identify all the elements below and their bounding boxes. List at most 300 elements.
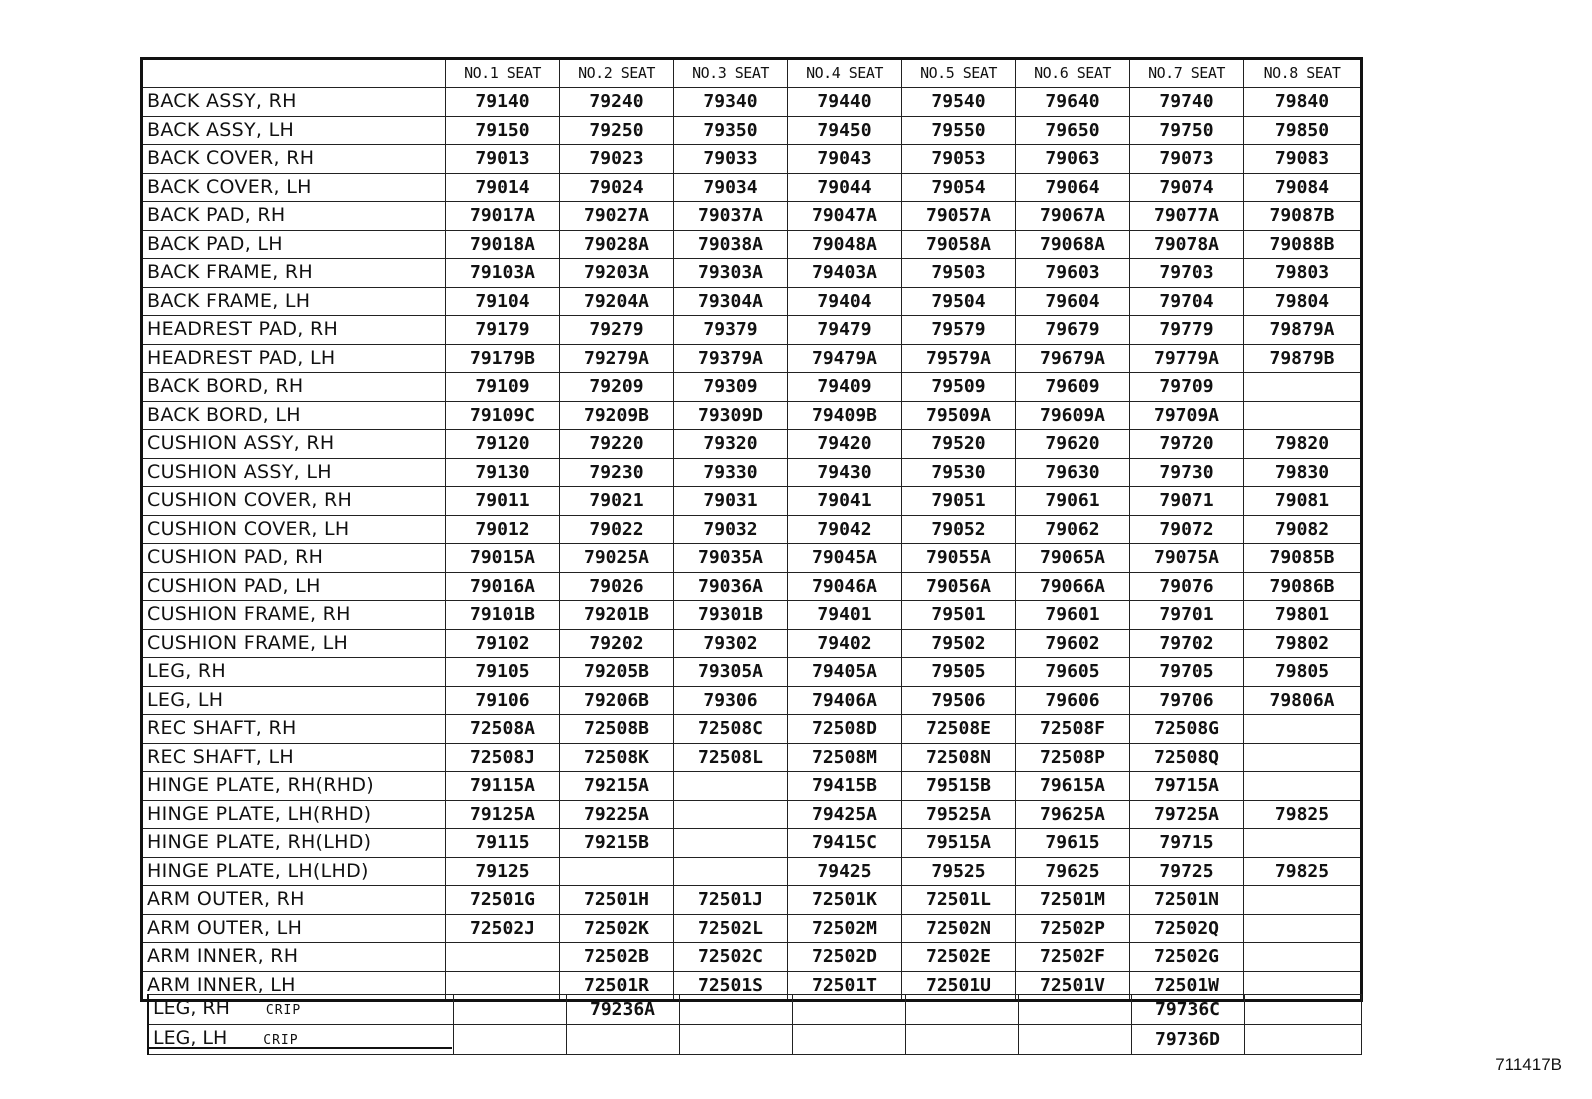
part-number: 79038A	[674, 230, 788, 259]
part-number: 79725	[1130, 857, 1244, 886]
part-number: 79102	[446, 629, 560, 658]
table-row	[142, 601, 1362, 630]
part-number: 79051	[902, 487, 1016, 516]
part-name: BACK ASSY, LH	[142, 116, 446, 145]
part-number: 79515B	[902, 772, 1016, 801]
part-name: CUSHION FRAME, LH	[142, 629, 446, 658]
part-number: 79501	[902, 601, 1016, 630]
part-number: 79109	[446, 373, 560, 402]
part-number: 79340	[674, 88, 788, 117]
table-row	[142, 686, 1362, 715]
table-row	[142, 373, 1362, 402]
part-name: BACK ASSY, RH	[142, 88, 446, 117]
part-number	[674, 829, 788, 858]
column-header: NO.5 SEAT	[902, 59, 1016, 88]
part-number: 79825	[1244, 800, 1362, 829]
part-name: HINGE PLATE, LH(RHD)	[142, 800, 446, 829]
part-number: 72502M	[788, 914, 902, 943]
part-number: 72502L	[674, 914, 788, 943]
part-number: 72501G	[446, 886, 560, 915]
header-corner	[142, 59, 446, 88]
part-number	[1244, 886, 1362, 915]
part-number: 72508A	[446, 715, 560, 744]
part-number: 72508M	[788, 743, 902, 772]
part-number: 79706	[1130, 686, 1244, 715]
part-number: 79730	[1130, 458, 1244, 487]
part-number: 79879A	[1244, 316, 1362, 345]
part-number: 72501S	[674, 971, 788, 1001]
part-number: 79043	[788, 145, 902, 174]
part-number: 79034	[674, 173, 788, 202]
part-number: 79084	[1244, 173, 1362, 202]
part-number: 79105	[446, 658, 560, 687]
table-row	[142, 116, 1362, 145]
grip-note: CRIP	[263, 1033, 299, 1048]
part-number: 79018A	[446, 230, 560, 259]
part-number: 79303A	[674, 259, 788, 288]
part-number: 79603	[1016, 259, 1130, 288]
grip-row	[148, 1025, 1361, 1055]
part-number: 79609	[1016, 373, 1130, 402]
part-number: 79027A	[560, 202, 674, 231]
part-number: 79201B	[560, 601, 674, 630]
part-number: 79879B	[1244, 344, 1362, 373]
part-number: 79058A	[902, 230, 1016, 259]
part-number: 72502E	[902, 943, 1016, 972]
part-number: 79036A	[674, 572, 788, 601]
table-row	[142, 857, 1362, 886]
part-name: BACK COVER, LH	[142, 173, 446, 202]
part-number: 79023	[560, 145, 674, 174]
part-number: 79205B	[560, 658, 674, 687]
part-number: 79054	[902, 173, 1016, 202]
part-number: 79805	[1244, 658, 1362, 687]
column-header: NO.3 SEAT	[674, 59, 788, 88]
column-header: NO.7 SEAT	[1130, 59, 1244, 88]
part-number: 72508B	[560, 715, 674, 744]
part-number: 79605	[1016, 658, 1130, 687]
part-name-cell	[148, 1025, 453, 1055]
part-number: 72502K	[560, 914, 674, 943]
part-number: 79736C	[1131, 995, 1244, 1025]
part-number	[1244, 943, 1362, 972]
grip-row	[148, 995, 1361, 1025]
part-name: BACK PAD, LH	[142, 230, 446, 259]
part-number: 79109C	[446, 401, 560, 430]
part-number	[1244, 401, 1362, 430]
part-number: 79625A	[1016, 800, 1130, 829]
part-number: 72501M	[1016, 886, 1130, 915]
part-number: 79061	[1016, 487, 1130, 516]
part-number: 79604	[1016, 287, 1130, 316]
part-number: 72501N	[1130, 886, 1244, 915]
part-name: BACK COVER, RH	[142, 145, 446, 174]
part-name: ARM INNER, RH	[142, 943, 446, 972]
table-row	[142, 88, 1362, 117]
part-number	[674, 800, 788, 829]
part-number: 72501U	[902, 971, 1016, 1001]
part-number: 79078A	[1130, 230, 1244, 259]
part-number: 72508Q	[1130, 743, 1244, 772]
part-number: 79802	[1244, 629, 1362, 658]
part-number: 79806A	[1244, 686, 1362, 715]
part-number: 79130	[446, 458, 560, 487]
part-number: 79104	[446, 287, 560, 316]
part-number: 79420	[788, 430, 902, 459]
part-name: CUSHION ASSY, RH	[142, 430, 446, 459]
part-name: LEG, RH	[153, 997, 230, 1019]
part-number: 72501W	[1130, 971, 1244, 1001]
part-number: 79125	[446, 857, 560, 886]
part-number: 79120	[446, 430, 560, 459]
grip-note: CRIP	[265, 1003, 302, 1018]
part-number: 79850	[1244, 116, 1362, 145]
part-number	[674, 772, 788, 801]
part-number: 79825	[1244, 857, 1362, 886]
part-number: 79057A	[902, 202, 1016, 231]
part-number: 79425A	[788, 800, 902, 829]
document-id: 711417B	[1495, 1055, 1562, 1074]
part-number: 79017A	[446, 202, 560, 231]
part-number: 79801	[1244, 601, 1362, 630]
part-number: 79579	[902, 316, 1016, 345]
table-row	[142, 202, 1362, 231]
parts-body	[142, 88, 1362, 1001]
part-number: 79082	[1244, 515, 1362, 544]
column-header: NO.1 SEAT	[446, 59, 560, 88]
part-number: 79402	[788, 629, 902, 658]
part-number: 79015A	[446, 544, 560, 573]
part-number: 79479A	[788, 344, 902, 373]
part-number: 79042	[788, 515, 902, 544]
part-number	[1244, 914, 1362, 943]
part-number: 79602	[1016, 629, 1130, 658]
table-row	[142, 487, 1362, 516]
part-number: 72501J	[674, 886, 788, 915]
part-number	[1018, 1025, 1131, 1055]
part-number: 72502D	[788, 943, 902, 972]
table-row	[142, 145, 1362, 174]
column-header: NO.8 SEAT	[1244, 59, 1362, 88]
part-name-cell	[148, 995, 453, 1025]
grip-table	[147, 994, 1362, 1055]
column-header: NO.4 SEAT	[788, 59, 902, 88]
part-number: 79046A	[788, 572, 902, 601]
part-number: 79309	[674, 373, 788, 402]
table-row	[142, 430, 1362, 459]
table-row	[142, 344, 1362, 373]
part-number: 72501R	[560, 971, 674, 1001]
part-number: 72501H	[560, 886, 674, 915]
part-number: 72502F	[1016, 943, 1130, 972]
part-number: 79550	[902, 116, 1016, 145]
part-number: 79022	[560, 515, 674, 544]
part-number: 79405A	[788, 658, 902, 687]
part-number: 79011	[446, 487, 560, 516]
part-number: 79044	[788, 173, 902, 202]
part-number: 79379	[674, 316, 788, 345]
part-number: 79409B	[788, 401, 902, 430]
part-number: 79350	[674, 116, 788, 145]
part-number: 79440	[788, 88, 902, 117]
table-row	[142, 287, 1362, 316]
part-number: 72502C	[674, 943, 788, 972]
table-row	[142, 772, 1362, 801]
part-number	[446, 943, 560, 972]
part-number: 72501T	[788, 971, 902, 1001]
part-number: 79302	[674, 629, 788, 658]
part-name: CUSHION COVER, LH	[142, 515, 446, 544]
part-number: 72508D	[788, 715, 902, 744]
part-number: 72501K	[788, 886, 902, 915]
part-number	[1244, 743, 1362, 772]
part-number: 79063	[1016, 145, 1130, 174]
part-number	[792, 995, 905, 1025]
part-number: 79215B	[560, 829, 674, 858]
part-number: 79203A	[560, 259, 674, 288]
part-number: 79506	[902, 686, 1016, 715]
part-number: 79320	[674, 430, 788, 459]
part-number: 79725A	[1130, 800, 1244, 829]
part-number: 79479	[788, 316, 902, 345]
part-number: 79215A	[560, 772, 674, 801]
part-name: HEADREST PAD, LH	[142, 344, 446, 373]
part-number	[674, 857, 788, 886]
part-number: 79035A	[674, 544, 788, 573]
part-number: 79779	[1130, 316, 1244, 345]
part-name: CUSHION PAD, RH	[142, 544, 446, 573]
part-number: 79509	[902, 373, 1016, 402]
part-number: 79047A	[788, 202, 902, 231]
part-number: 79055A	[902, 544, 1016, 573]
part-number: 79053	[902, 145, 1016, 174]
part-number: 79066A	[1016, 572, 1130, 601]
part-number: 79125A	[446, 800, 560, 829]
part-number: 72502N	[902, 914, 1016, 943]
part-number: 79250	[560, 116, 674, 145]
part-number: 79720	[1130, 430, 1244, 459]
part-number: 79179B	[446, 344, 560, 373]
part-number: 79306	[674, 686, 788, 715]
part-number: 79073	[1130, 145, 1244, 174]
part-number: 79620	[1016, 430, 1130, 459]
part-number: 79209B	[560, 401, 674, 430]
part-name: LEG, LH	[153, 1027, 228, 1049]
part-number: 79086B	[1244, 572, 1362, 601]
part-number: 79028A	[560, 230, 674, 259]
part-number: 79409	[788, 373, 902, 402]
seat-parts-table	[140, 57, 1363, 1002]
part-number: 72508F	[1016, 715, 1130, 744]
part-number: 79515A	[902, 829, 1016, 858]
part-number: 79279	[560, 316, 674, 345]
part-number: 79804	[1244, 287, 1362, 316]
table-row	[142, 829, 1362, 858]
part-name: LEG, RH	[142, 658, 446, 687]
part-name: CUSHION COVER, RH	[142, 487, 446, 516]
part-name: HINGE PLATE, RH(RHD)	[142, 772, 446, 801]
part-number: 79101B	[446, 601, 560, 630]
part-number	[905, 1025, 1018, 1055]
part-number: 79085B	[1244, 544, 1362, 573]
part-number: 79615A	[1016, 772, 1130, 801]
part-number: 79225A	[560, 800, 674, 829]
part-number: 79840	[1244, 88, 1362, 117]
part-number: 79679A	[1016, 344, 1130, 373]
part-name: REC SHAFT, RH	[142, 715, 446, 744]
part-number: 79077A	[1130, 202, 1244, 231]
part-number: 79204A	[560, 287, 674, 316]
part-number: 79640	[1016, 88, 1130, 117]
part-number: 79065A	[1016, 544, 1130, 573]
part-number: 72501V	[1016, 971, 1130, 1001]
part-number: 79509A	[902, 401, 1016, 430]
grip-body	[148, 995, 1361, 1055]
part-number: 79279A	[560, 344, 674, 373]
part-number: 79750	[1130, 116, 1244, 145]
part-number: 79052	[902, 515, 1016, 544]
part-number: 79045A	[788, 544, 902, 573]
part-number: 79056A	[902, 572, 1016, 601]
part-number: 72502G	[1130, 943, 1244, 972]
part-number: 79304A	[674, 287, 788, 316]
part-number	[1244, 829, 1362, 858]
table-row	[142, 458, 1362, 487]
part-number: 79502	[902, 629, 1016, 658]
table-row	[142, 316, 1362, 345]
part-name: CUSHION FRAME, RH	[142, 601, 446, 630]
divider	[147, 1047, 452, 1049]
part-number: 79504	[902, 287, 1016, 316]
header-row	[142, 59, 1362, 88]
part-number: 72508K	[560, 743, 674, 772]
part-number: 79601	[1016, 601, 1130, 630]
part-number: 79179	[446, 316, 560, 345]
column-header: NO.6 SEAT	[1016, 59, 1130, 88]
part-number: 79679	[1016, 316, 1130, 345]
part-number	[560, 857, 674, 886]
part-number: 79026	[560, 572, 674, 601]
table-row	[142, 544, 1362, 573]
part-number: 79075A	[1130, 544, 1244, 573]
part-number: 79031	[674, 487, 788, 516]
part-number: 79103A	[446, 259, 560, 288]
part-number	[1244, 1025, 1361, 1055]
part-number: 79704	[1130, 287, 1244, 316]
part-number: 79037A	[674, 202, 788, 231]
part-number: 79305A	[674, 658, 788, 687]
part-number: 72508L	[674, 743, 788, 772]
part-number: 79609A	[1016, 401, 1130, 430]
part-number: 79715A	[1130, 772, 1244, 801]
part-name: ARM OUTER, LH	[142, 914, 446, 943]
part-number: 79013	[446, 145, 560, 174]
part-number: 79779A	[1130, 344, 1244, 373]
part-number: 79206B	[560, 686, 674, 715]
part-number: 79012	[446, 515, 560, 544]
part-name: BACK BORD, LH	[142, 401, 446, 430]
part-number	[1018, 995, 1131, 1025]
part-number: 72501L	[902, 886, 1016, 915]
part-number: 79709	[1130, 373, 1244, 402]
part-number: 72502J	[446, 914, 560, 943]
part-number: 79625	[1016, 857, 1130, 886]
table-row	[142, 572, 1362, 601]
part-number: 79064	[1016, 173, 1130, 202]
part-number: 79579A	[902, 344, 1016, 373]
part-number: 79650	[1016, 116, 1130, 145]
part-number: 79702	[1130, 629, 1244, 658]
table-row	[142, 230, 1362, 259]
column-header: NO.2 SEAT	[560, 59, 674, 88]
part-number: 79709A	[1130, 401, 1244, 430]
part-number: 79301B	[674, 601, 788, 630]
part-number: 79505	[902, 658, 1016, 687]
part-number: 79081	[1244, 487, 1362, 516]
part-number	[1244, 772, 1362, 801]
part-name: HEADREST PAD, RH	[142, 316, 446, 345]
part-number: 72508P	[1016, 743, 1130, 772]
part-number: 79106	[446, 686, 560, 715]
part-number: 79088B	[1244, 230, 1362, 259]
part-number: 79401	[788, 601, 902, 630]
part-number: 79209	[560, 373, 674, 402]
part-number: 72508N	[902, 743, 1016, 772]
part-number: 79530	[902, 458, 1016, 487]
table-row	[142, 259, 1362, 288]
table-row	[142, 629, 1362, 658]
part-number: 79087B	[1244, 202, 1362, 231]
table-row	[142, 943, 1362, 972]
part-number: 79309D	[674, 401, 788, 430]
part-number: 79014	[446, 173, 560, 202]
part-number: 79379A	[674, 344, 788, 373]
part-number: 79703	[1130, 259, 1244, 288]
part-number: 79115A	[446, 772, 560, 801]
part-number: 72508C	[674, 715, 788, 744]
part-number: 79025A	[560, 544, 674, 573]
part-number: 72508G	[1130, 715, 1244, 744]
part-number: 79701	[1130, 601, 1244, 630]
part-number: 72508E	[902, 715, 1016, 744]
part-number: 72508J	[446, 743, 560, 772]
part-number	[679, 995, 792, 1025]
part-number: 79024	[560, 173, 674, 202]
part-number: 79230	[560, 458, 674, 487]
part-number: 79406A	[788, 686, 902, 715]
part-number: 79016A	[446, 572, 560, 601]
part-number	[679, 1025, 792, 1055]
part-number: 79202	[560, 629, 674, 658]
part-number	[905, 995, 1018, 1025]
part-number: 72502Q	[1130, 914, 1244, 943]
part-name: ARM INNER, LH	[142, 971, 446, 1001]
table-row	[142, 515, 1362, 544]
part-number: 79820	[1244, 430, 1362, 459]
part-number: 79415C	[788, 829, 902, 858]
part-number: 79715	[1130, 829, 1244, 858]
part-number: 79033	[674, 145, 788, 174]
part-number: 79240	[560, 88, 674, 117]
part-number: 79236A	[566, 995, 679, 1025]
part-name: BACK BORD, RH	[142, 373, 446, 402]
part-number: 79415B	[788, 772, 902, 801]
part-number: 79425	[788, 857, 902, 886]
part-number	[1244, 373, 1362, 402]
part-number: 79830	[1244, 458, 1362, 487]
part-number: 79430	[788, 458, 902, 487]
table-row	[142, 914, 1362, 943]
